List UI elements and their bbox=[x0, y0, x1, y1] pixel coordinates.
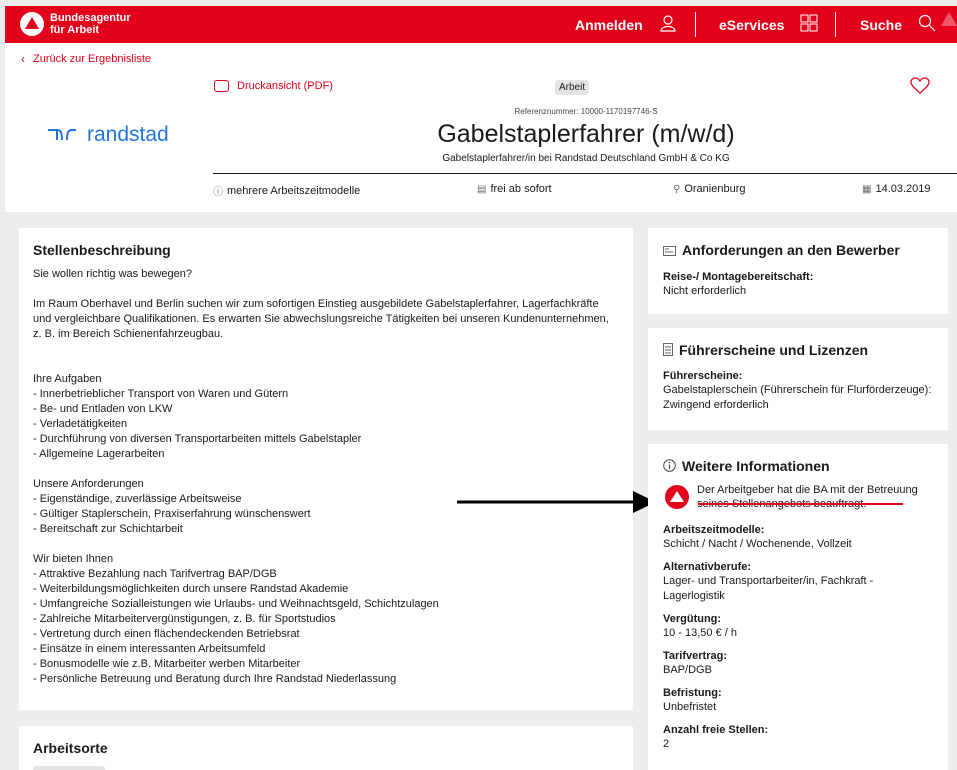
id-card-icon bbox=[663, 243, 676, 259]
info-field-value: Lager- und Transportarbeiter/in, Fachkraft - Lagerlogistik bbox=[663, 575, 874, 603]
search-label: Suche bbox=[860, 16, 903, 33]
info-field-value: Unbefristet bbox=[663, 701, 717, 714]
brand-line-2: für Arbeit bbox=[50, 24, 100, 36]
info-icon: ⓘ bbox=[213, 187, 223, 198]
eservices-label: eServices bbox=[719, 16, 785, 33]
description-intro: Sie wollen richtig was bewegen? bbox=[33, 268, 192, 280]
info-field-label: Alternativberufe: bbox=[663, 561, 752, 574]
ba-logo-icon bbox=[665, 485, 689, 509]
employer-logo-text: randstad bbox=[87, 123, 169, 146]
info-icon bbox=[663, 459, 676, 475]
brand-line-1: Bundesagentur bbox=[50, 12, 131, 24]
info-field-label: Befristung: bbox=[663, 687, 722, 700]
offer-item: - Attraktive Bezahlung nach Tarifvertrag BAP/DGB bbox=[33, 568, 277, 580]
offer-item: - Bonusmodelle wie z.B. Mitarbeiter werben Mitarbeiter bbox=[33, 658, 301, 670]
requirements-heading: Unsere Anforderungen bbox=[33, 478, 144, 490]
description-paragraph: Im Raum Oberhavel und Berlin suchen wir zum sofortigen Einstieg ausgebildete Gabelstaplerfahrer, Lagerfachkräfte und vergleichbare Qualifikationen. Es erwarten Sie abwechslungsreiche Tätigkeiten bei unseren Kundenunternehmen, z. B. im Bereich Schienenfahrzeugbau. bbox=[33, 298, 609, 340]
print-pdf-link[interactable] bbox=[214, 80, 333, 92]
job-heading-area bbox=[5, 43, 957, 212]
ba-logo-icon[interactable] bbox=[20, 12, 44, 36]
info-field bbox=[663, 649, 933, 678]
corner-decoration bbox=[941, 12, 957, 26]
offer-item: - Vertretung durch einen flächendeckenden Betriebsrat bbox=[33, 628, 300, 640]
offer-item: - Weiterbildungsmöglichkeiten durch unsere Randstad Akademie bbox=[33, 583, 349, 595]
info-field bbox=[663, 523, 933, 552]
location-tag[interactable] bbox=[33, 766, 105, 770]
licenses-heading-text: Führerscheine und Lizenzen bbox=[679, 342, 869, 358]
heart-icon[interactable] bbox=[910, 77, 930, 100]
travel-label: Reise-/ Montagebereitschaft: bbox=[663, 271, 814, 284]
tasks-heading: Ihre Aufgaben bbox=[33, 373, 102, 385]
meta-worktime-text: mehrere Arbeitszeitmodelle bbox=[227, 184, 361, 197]
info-field bbox=[663, 686, 933, 715]
job-subtitle: Gabelstaplerfahrer/in bei Randstad Deutschland GmbH & Co KG bbox=[442, 153, 730, 164]
info-field bbox=[663, 723, 933, 752]
login-label: Anmelden bbox=[575, 16, 643, 33]
meta-location-text: Oranienburg bbox=[684, 183, 746, 195]
licenses-label: Führerscheine: bbox=[663, 370, 743, 383]
offer-item: - Persönliche Betreuung und Beratung durch Ihre Randstad Niederlassung bbox=[33, 673, 397, 685]
requirement-item: - Eigenständige, zuverlässige Arbeitsweise bbox=[33, 493, 242, 505]
requirement-item: - Gültiger Staplerschein, Praxiserfahrung wünschenswert bbox=[33, 508, 311, 520]
reference-number: Referenznummer: 10000-1170197746-S bbox=[514, 107, 658, 116]
meta-date bbox=[862, 183, 931, 195]
info-field-label: Anzahl freie Stellen: bbox=[663, 724, 769, 737]
task-item: - Be- und Entladen von LKW bbox=[33, 403, 173, 415]
meta-worktime bbox=[213, 183, 360, 198]
requirements-card bbox=[648, 228, 948, 314]
annotation-arrow bbox=[457, 490, 657, 516]
page-title: Gabelstaplerfahrer (m/w/d) bbox=[437, 120, 735, 148]
info-field-value: 10 - 13,50 € / h bbox=[663, 627, 737, 640]
info-field-label: Arbeitszeitmodelle: bbox=[663, 524, 765, 537]
print-label: Druckansicht (PDF) bbox=[237, 80, 333, 92]
description-card bbox=[19, 228, 633, 710]
eservices-button[interactable] bbox=[719, 6, 818, 43]
annotation-underline bbox=[698, 503, 903, 505]
meta-location bbox=[673, 183, 745, 195]
login-button[interactable] bbox=[575, 6, 677, 43]
divider bbox=[213, 173, 957, 174]
info-heading-text: Weitere Informationen bbox=[682, 458, 830, 474]
grid-icon bbox=[800, 14, 818, 35]
task-item: - Innerbetrieblicher Transport von Waren und Gütern bbox=[33, 388, 289, 400]
requirements-card-heading bbox=[663, 242, 933, 259]
travel-value: Nicht erforderlich bbox=[663, 285, 747, 298]
info-field-value: BAP/DGB bbox=[663, 664, 712, 677]
printer-icon bbox=[214, 80, 229, 92]
info-field bbox=[663, 560, 933, 604]
licenses-value: Gabelstaplerschein (Führerschein für Flurförderzeuge): Zwingend erforderlich bbox=[663, 384, 932, 412]
offer-item: - Einsätze in einem interessanten Arbeitsumfeld bbox=[33, 643, 266, 655]
search-button[interactable] bbox=[860, 6, 936, 43]
requirements-heading-text: Anforderungen an den Bewerber bbox=[682, 242, 900, 258]
info-field-label: Tarifvertrag: bbox=[663, 650, 727, 663]
randstad-mark-icon bbox=[47, 123, 77, 147]
task-item: - Allgemeine Lagerarbeiten bbox=[33, 448, 165, 460]
search-icon bbox=[918, 14, 936, 35]
description-heading: Stellenbeschreibung bbox=[33, 242, 171, 258]
top-header bbox=[5, 6, 957, 43]
locations-heading: Arbeitsorte bbox=[33, 740, 108, 756]
meta-start-text: frei ab sofort bbox=[490, 183, 552, 195]
user-icon bbox=[659, 14, 677, 35]
job-type-badge: Arbeit bbox=[555, 80, 589, 95]
calendar-start-icon: ▤ bbox=[477, 183, 487, 195]
meta-start bbox=[477, 183, 552, 195]
locations-card bbox=[19, 726, 633, 770]
nav-divider bbox=[695, 12, 696, 37]
ba-notice-text: Der Arbeitgeber hat die BA mit der Betreuung bbox=[697, 484, 918, 497]
employer-logo bbox=[47, 123, 169, 147]
requirement-item: - Bereitschaft zur Schichtarbeit bbox=[33, 523, 183, 535]
info-field-label: Vergütung: bbox=[663, 613, 722, 626]
task-item: - Verladetätigkeiten bbox=[33, 418, 128, 430]
info-fields bbox=[663, 523, 933, 752]
info-card-heading bbox=[663, 458, 933, 475]
brand-name[interactable] bbox=[50, 12, 131, 36]
nav-divider bbox=[835, 12, 836, 37]
back-to-results-link[interactable] bbox=[21, 52, 151, 66]
location-pin-icon: ⚲ bbox=[673, 183, 681, 195]
chevron-left-icon: ‹ bbox=[21, 52, 25, 66]
calendar-icon: ▦ bbox=[862, 183, 872, 195]
task-item: - Durchführung von diversen Transportarbeiten mittels Gabelstapler bbox=[33, 433, 362, 445]
offer-item: - Umfangreiche Sozialleistungen wie Urlaubs- und Weihnachtsgeld, Schichtzulagen bbox=[33, 598, 439, 610]
licenses-card bbox=[648, 328, 948, 430]
info-field-value: 2 bbox=[663, 738, 670, 751]
offers-heading: Wir bieten Ihnen bbox=[33, 553, 114, 565]
document-icon bbox=[663, 343, 673, 359]
meta-date-text: 14.03.2019 bbox=[875, 183, 931, 195]
info-field bbox=[663, 612, 933, 641]
licenses-card-heading bbox=[663, 342, 933, 359]
info-card bbox=[648, 444, 948, 770]
offers-list bbox=[33, 567, 619, 687]
offer-item: - Zahlreiche Mitarbeitervergünstigungen, z. B. für Sportstudios bbox=[33, 613, 336, 625]
tasks-list bbox=[33, 387, 619, 462]
back-label: Zurück zur Ergebnisliste bbox=[33, 53, 151, 65]
info-field-value: Schicht / Nacht / Wochenende, Vollzeit bbox=[663, 538, 852, 551]
